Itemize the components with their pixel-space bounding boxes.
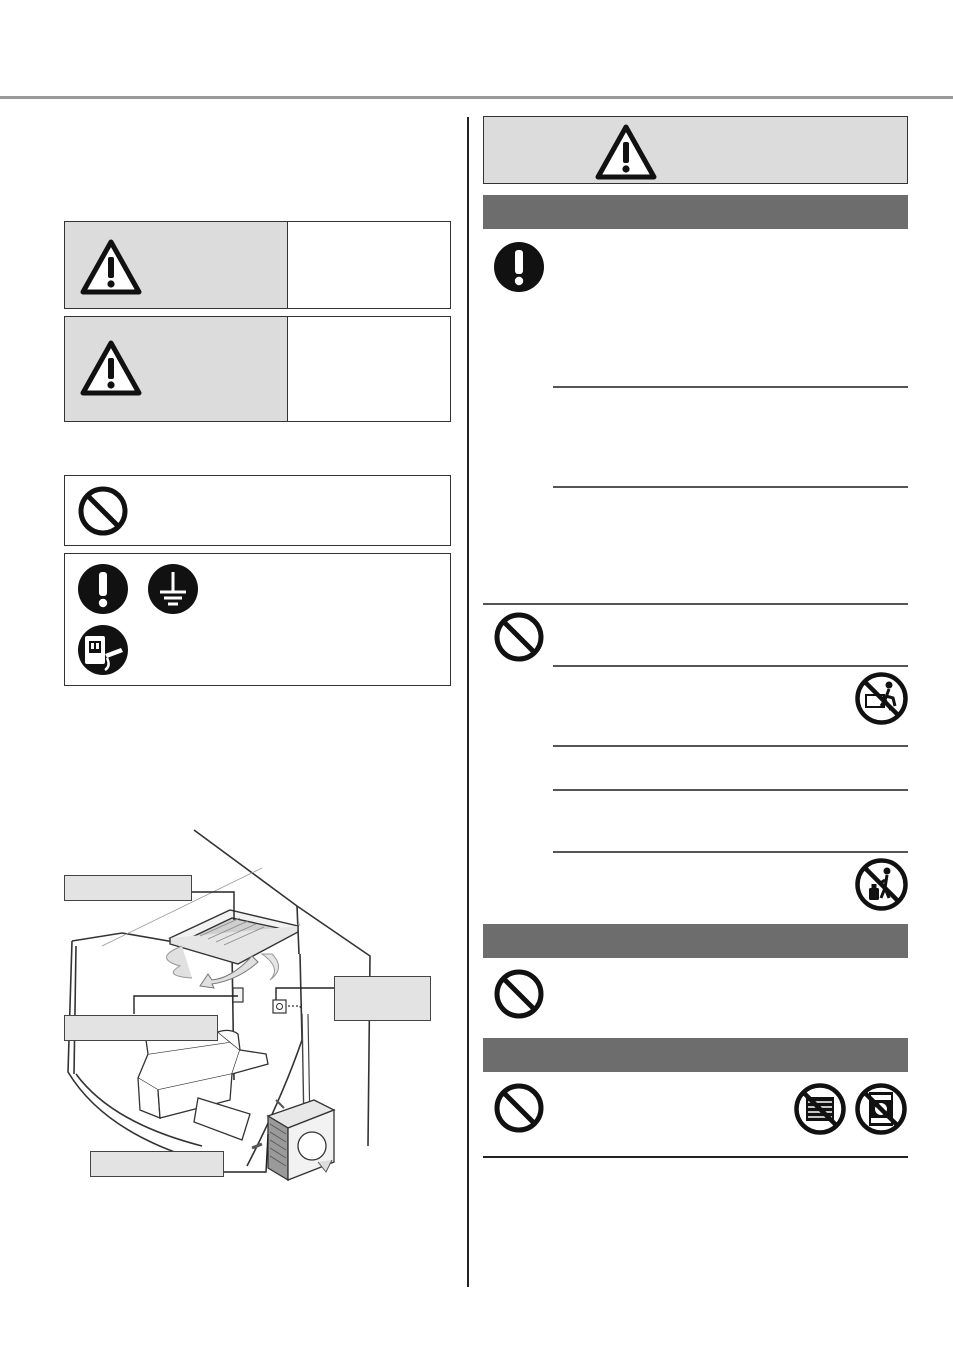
prohibition-icon	[493, 1082, 545, 1134]
callout-outdoor-unit	[90, 1151, 224, 1177]
no-obstruct-outlet-icon	[855, 1083, 907, 1135]
prohibition-icon	[77, 485, 129, 537]
item-separator	[553, 745, 908, 747]
prohibition-icon	[493, 611, 545, 663]
signal-word-box-caution	[64, 316, 451, 422]
section-bar-installation	[483, 195, 908, 229]
header-rule	[0, 96, 953, 99]
item-separator	[553, 486, 908, 488]
symbol-legend-mandatory	[64, 553, 451, 686]
callout-indoor-unit	[64, 875, 192, 901]
column-divider	[467, 117, 469, 1287]
section-bar-maintenance	[483, 1038, 908, 1072]
exclamation-circle-icon	[77, 563, 129, 615]
no-climbing-icon	[855, 672, 908, 725]
warning-triangle-icon	[594, 123, 658, 181]
ground-symbol-icon	[147, 563, 199, 615]
item-separator	[553, 851, 908, 853]
signal-word-box-warning	[64, 221, 451, 309]
warning-banner	[483, 116, 908, 184]
group-separator	[483, 603, 908, 605]
no-obstruct-inlet-icon	[794, 1083, 846, 1135]
symbol-legend-prohibited	[64, 475, 451, 546]
end-rule	[483, 1156, 908, 1158]
item-separator	[553, 665, 908, 667]
callout-remote-controller	[64, 1015, 218, 1041]
warning-triangle-icon	[79, 339, 143, 397]
unplug-icon	[77, 624, 129, 676]
item-separator	[553, 386, 908, 388]
prohibition-icon	[493, 968, 545, 1020]
no-spray-icon	[855, 858, 908, 911]
item-separator	[553, 789, 908, 791]
exclamation-circle-icon	[493, 241, 545, 293]
callout-breaker	[334, 976, 431, 1021]
section-bar-operation	[483, 924, 908, 958]
warning-triangle-icon	[79, 238, 143, 296]
